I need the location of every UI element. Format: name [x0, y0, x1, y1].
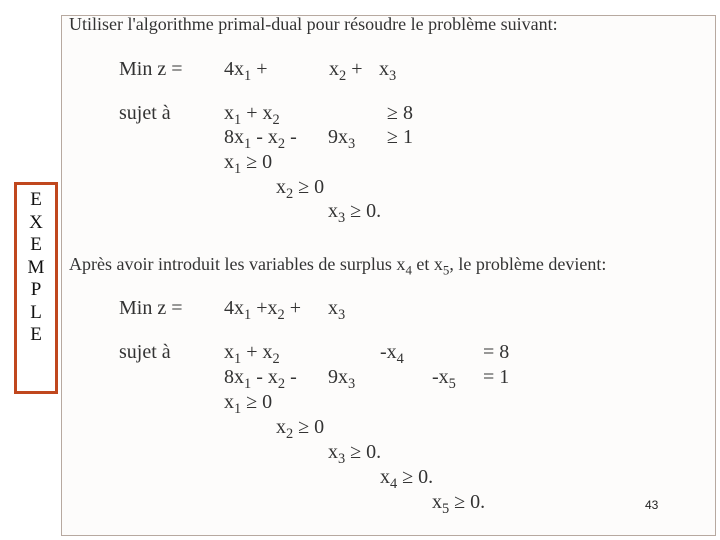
constraint-2-2-rhs: = 1 — [483, 366, 510, 388]
constraint-2-1-rhs: = 8 — [483, 341, 510, 363]
constraint-1-lhs: $x_1 + x_2$ — [224, 102, 280, 129]
surplus-intro: Après avoir introduit les variables de surplus $x_4$ et $x_5$, le problème devient: — [69, 254, 607, 278]
side-label-letter: E — [30, 234, 42, 255]
constraint-2-rhs: ≥ 1 — [387, 126, 413, 148]
nonneg-2-x2: $x_2 \ge 0$ — [276, 416, 325, 443]
nonneg-x2: $x_2 \ge 0$ — [276, 176, 325, 203]
nonneg-x1: $x_1 \ge 0$ — [224, 151, 273, 178]
nonneg-2-x5: $x_5 \ge 0$. — [432, 491, 486, 518]
side-label-letter: P — [30, 279, 42, 300]
side-label-letter: M — [27, 256, 45, 278]
side-label-letter: L — [30, 301, 42, 323]
side-label-letter: E — [30, 324, 42, 345]
constraint-1-rhs: ≥ 8 — [387, 102, 413, 124]
slide — [61, 15, 716, 536]
nonneg-2-x1: $x_1 \ge 0$ — [224, 391, 273, 418]
side-label-letter: X — [29, 211, 43, 233]
objective-term-3: $x_3$ — [379, 58, 397, 85]
subject-to-label-2: sujet à — [119, 341, 171, 363]
objective-2-terms: $4x_1 +x_2$ + — [224, 297, 301, 324]
constraint-2-2-term-3: $9x_3$ — [328, 366, 356, 393]
objective-term-2: $x_2$ + — [329, 58, 363, 85]
nonneg-2-x4: $x_4 \ge 0$. — [380, 466, 434, 493]
objective-term-1: $4x_1$ + — [224, 58, 268, 85]
subject-to-label: sujet à — [119, 102, 171, 124]
constraint-2-1-surplus: $-x_4$ — [380, 341, 404, 368]
side-label-letter: E — [30, 189, 42, 210]
constraint-2-2-surplus: $-x_5$ — [432, 366, 456, 393]
constraint-2-lhs: $8x_1 - x_2$ - — [224, 126, 297, 153]
problem-heading: Utiliser l'algorithme primal-dual pour résoudre le problème suivant: — [69, 15, 558, 34]
objective-2-term-3: $x_3$ — [328, 297, 346, 324]
page-number: 43 — [645, 498, 659, 512]
objective-2-label: Min z = — [119, 297, 183, 319]
objective-label: Min z = — [119, 58, 183, 80]
constraint-2-1-lhs: $x_1 + x_2$ — [224, 341, 280, 368]
nonneg-x3: $x_3 \ge 0$. — [328, 200, 382, 227]
constraint-2-2-lhs: $8x_1 - x_2$ - — [224, 366, 297, 393]
constraint-2-term-3: $9x_3$ — [328, 126, 356, 153]
nonneg-2-x3: $x_3 \ge 0$. — [328, 441, 382, 468]
example-side-label — [14, 182, 58, 394]
